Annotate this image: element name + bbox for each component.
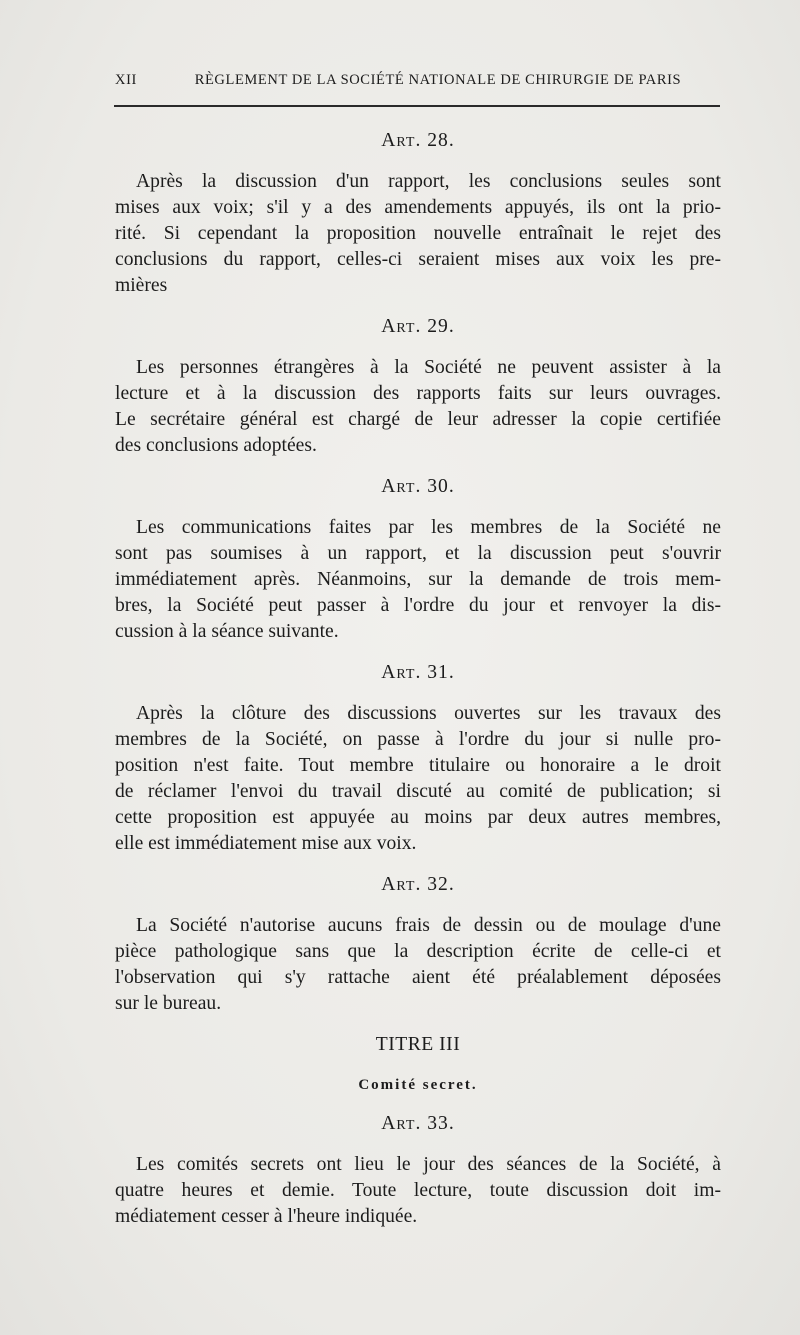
article-heading: Art. 32. xyxy=(381,874,455,895)
section-title: TITRE III xyxy=(375,1034,461,1055)
text-line: membres de la Société, on passe à l'ordre du jour si nulle pro- xyxy=(115,729,721,750)
text-line: pièce pathologique sans que la description écrite de celle-ci et xyxy=(115,941,721,962)
text-line: rité. Si cependant la proposition nouvelle entraînait le rejet des xyxy=(115,223,721,244)
text-line: des conclusions adoptées. xyxy=(115,435,317,456)
text-line: de réclamer l'envoi du travail discuté au comité de publication; si xyxy=(115,781,721,802)
text-line: elle est immédiatement mise aux voix. xyxy=(115,833,417,854)
text-line: médiatement cesser à l'heure indiquée. xyxy=(115,1206,418,1227)
article-text xyxy=(115,515,721,645)
text-line: immédiatement après. Néanmoins, sur la demande de trois mem- xyxy=(115,569,721,590)
section-subtitle: Comité secret. xyxy=(358,1077,478,1093)
text-line: Après la discussion d'un rapport, les conclusions seules sont xyxy=(136,171,721,192)
text-line: bres, la Société peut passer à l'ordre du jour et renvoyer la dis- xyxy=(115,595,721,616)
running-title: RÈGLEMENT DE LA SOCIÉTÉ NATIONALE DE CHIRURGIE DE PARIS xyxy=(194,72,682,88)
article-block xyxy=(115,314,721,459)
page-body xyxy=(115,128,721,1230)
text-line: mises aux voix; s'il y a des amendements appuyés, ils ont la prio- xyxy=(115,197,721,218)
text-line: conclusions du rapport, celles-ci seraient mises aux voix les pre- xyxy=(115,249,721,270)
article-block xyxy=(115,660,721,857)
text-line: mières xyxy=(115,275,168,296)
article-heading: Art. 31. xyxy=(381,662,455,683)
text-line: Les communications faites par les membres de la Société ne xyxy=(136,517,721,538)
text-line: cussion à la séance suivante. xyxy=(115,621,339,642)
page-number: XII xyxy=(115,72,137,88)
text-line: lecture et à la discussion des rapports faits sur leurs ouvrages. xyxy=(115,383,721,404)
section-title-block xyxy=(115,1032,721,1098)
article-block xyxy=(115,128,721,299)
header-rule xyxy=(114,105,720,107)
text-line: quatre heures et demie. Toute lecture, toute discussion doit im- xyxy=(115,1180,721,1201)
article-text xyxy=(115,169,721,299)
text-line: cette proposition est appuyée au moins par deux autres membres, xyxy=(115,807,721,828)
text-line: Après la clôture des discussions ouvertes sur les travaux des xyxy=(136,703,721,724)
running-header xyxy=(115,72,719,89)
text-line: l'observation qui s'y rattache aient été préalablement déposées xyxy=(115,967,721,988)
text-line: sont pas soumises à un rapport, et la discussion peut s'ouvrir xyxy=(115,543,721,564)
article-heading: Art. 33. xyxy=(381,1113,455,1134)
text-line: Les comités secrets ont lieu le jour des séances de la Société, à xyxy=(136,1154,721,1175)
article-heading: Art. 29. xyxy=(381,316,455,337)
text-line: La Société n'autorise aucuns frais de dessin ou de moulage d'une xyxy=(136,915,721,936)
text-line: Le secrétaire général est chargé de leur adresser la copie certifiée xyxy=(115,409,721,430)
text-line: Les personnes étrangères à la Société ne peuvent assister à la xyxy=(136,357,721,378)
articles-list xyxy=(115,128,721,1017)
article-text xyxy=(115,1152,721,1230)
text-line: position n'est faite. Tout membre titulaire ou honoraire a le droit xyxy=(115,755,721,776)
text-line: sur le bureau. xyxy=(115,993,222,1014)
article-text xyxy=(115,701,721,857)
article-block xyxy=(115,474,721,645)
article-text xyxy=(115,913,721,1017)
article-heading: Art. 30. xyxy=(381,476,455,497)
article-block xyxy=(115,872,721,1017)
article-text xyxy=(115,355,721,459)
article-33 xyxy=(115,1111,721,1230)
article-heading: Art. 28. xyxy=(381,130,455,151)
